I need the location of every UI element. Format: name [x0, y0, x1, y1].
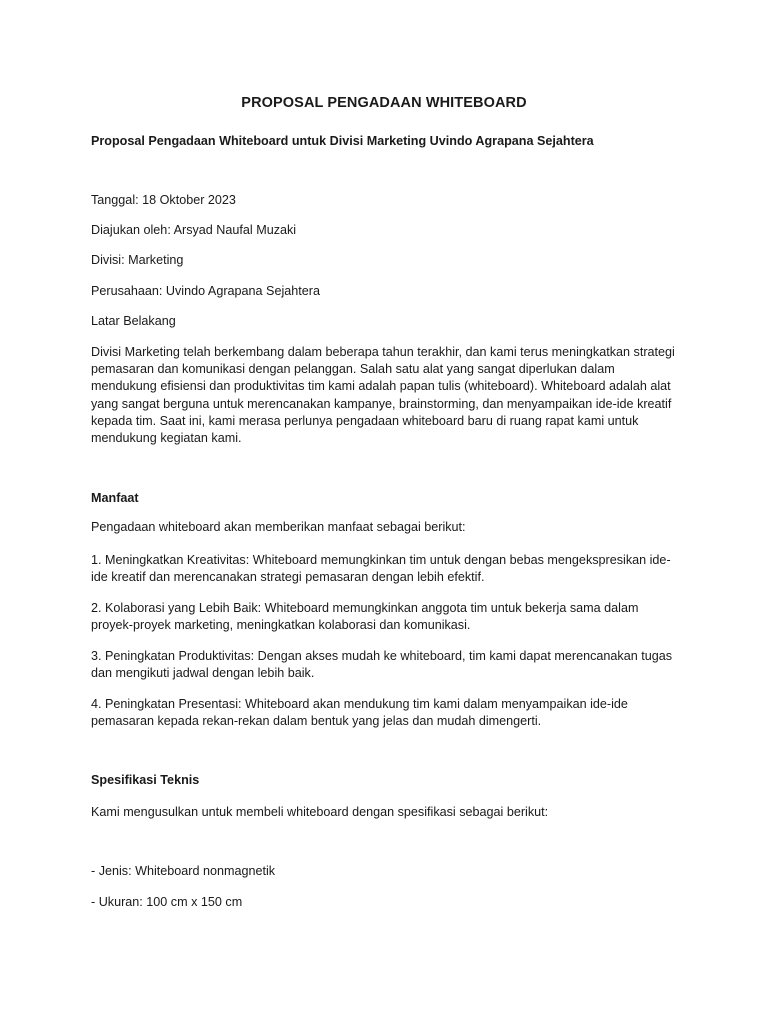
- benefit-item: 3. Peningkatan Produktivitas: Dengan akses mudah ke whiteboard, tim kami dapat merencanakan tugas dan mengikuti jadwal dengan lebih baik.: [91, 649, 673, 681]
- submitted-by-line: Diajukan oleh: Arsyad Naufal Muzaki: [91, 223, 297, 237]
- benefit-item: 2. Kolaborasi yang Lebih Baik: Whiteboard memungkinkan anggota tim untuk bekerja sama dalam proyek-proyek marketing, meningkatkan kolaborasi dan komunikasi.: [91, 601, 639, 633]
- document-title: PROPOSAL PENGADAAN WHITEBOARD: [241, 95, 527, 111]
- company-line: Perusahaan: Uvindo Agrapana Sejahtera: [91, 284, 320, 298]
- spec-item: - Jenis: Whiteboard nonmagnetik: [91, 864, 276, 878]
- specs-heading: Spesifikasi Teknis: [91, 773, 200, 787]
- benefits-intro: Pengadaan whiteboard akan memberikan manfaat sebagai berikut:: [91, 520, 466, 534]
- background-paragraph: Divisi Marketing telah berkembang dalam beberapa tahun terakhir, dan kami terus meningkatkan strategi pemasaran dan komunikasi dengan pelanggan. Salah satu alat yang sangat diperlukan dalam mendukung efisiensi dan produktivitas tim kami adalah papan tulis (whiteboard). Whiteboard adalah alat yang sangat berguna untuk merencanakan kampanye, brainstorming, dan menyampaikan ide-ide kreatif kepada tim. Saat ini, kami merasa perlunya pengadaan whiteboard baru di ruang rapat kami untuk mendukung kegiatan kami.: [91, 345, 675, 446]
- division-line: Divisi: Marketing: [91, 253, 184, 267]
- benefit-item: 1. Meningkatkan Kreativitas: Whiteboard memungkinkan tim untuk dengan bebas mengekspresikan ide-ide kreatif dan merencanakan strategi pemasaran dengan lebih efektif.: [91, 553, 671, 585]
- document-subtitle: Proposal Pengadaan Whiteboard untuk Divisi Marketing Uvindo Agrapana Sejahtera: [91, 134, 594, 148]
- background-heading: Latar Belakang: [91, 314, 176, 328]
- specs-intro: Kami mengusulkan untuk membeli whiteboard dengan spesifikasi sebagai berikut:: [91, 805, 549, 819]
- spec-item: - Ukuran: 100 cm x 150 cm: [91, 895, 243, 909]
- benefits-heading: Manfaat: [91, 491, 139, 505]
- date-line: Tanggal: 18 Oktober 2023: [91, 193, 236, 207]
- benefit-item: 4. Peningkatan Presentasi: Whiteboard akan mendukung tim kami dalam menyampaikan ide-ide pemasaran kepada rekan-rekan dalam bentuk yang jelas dan mudah dimengerti.: [91, 697, 628, 729]
